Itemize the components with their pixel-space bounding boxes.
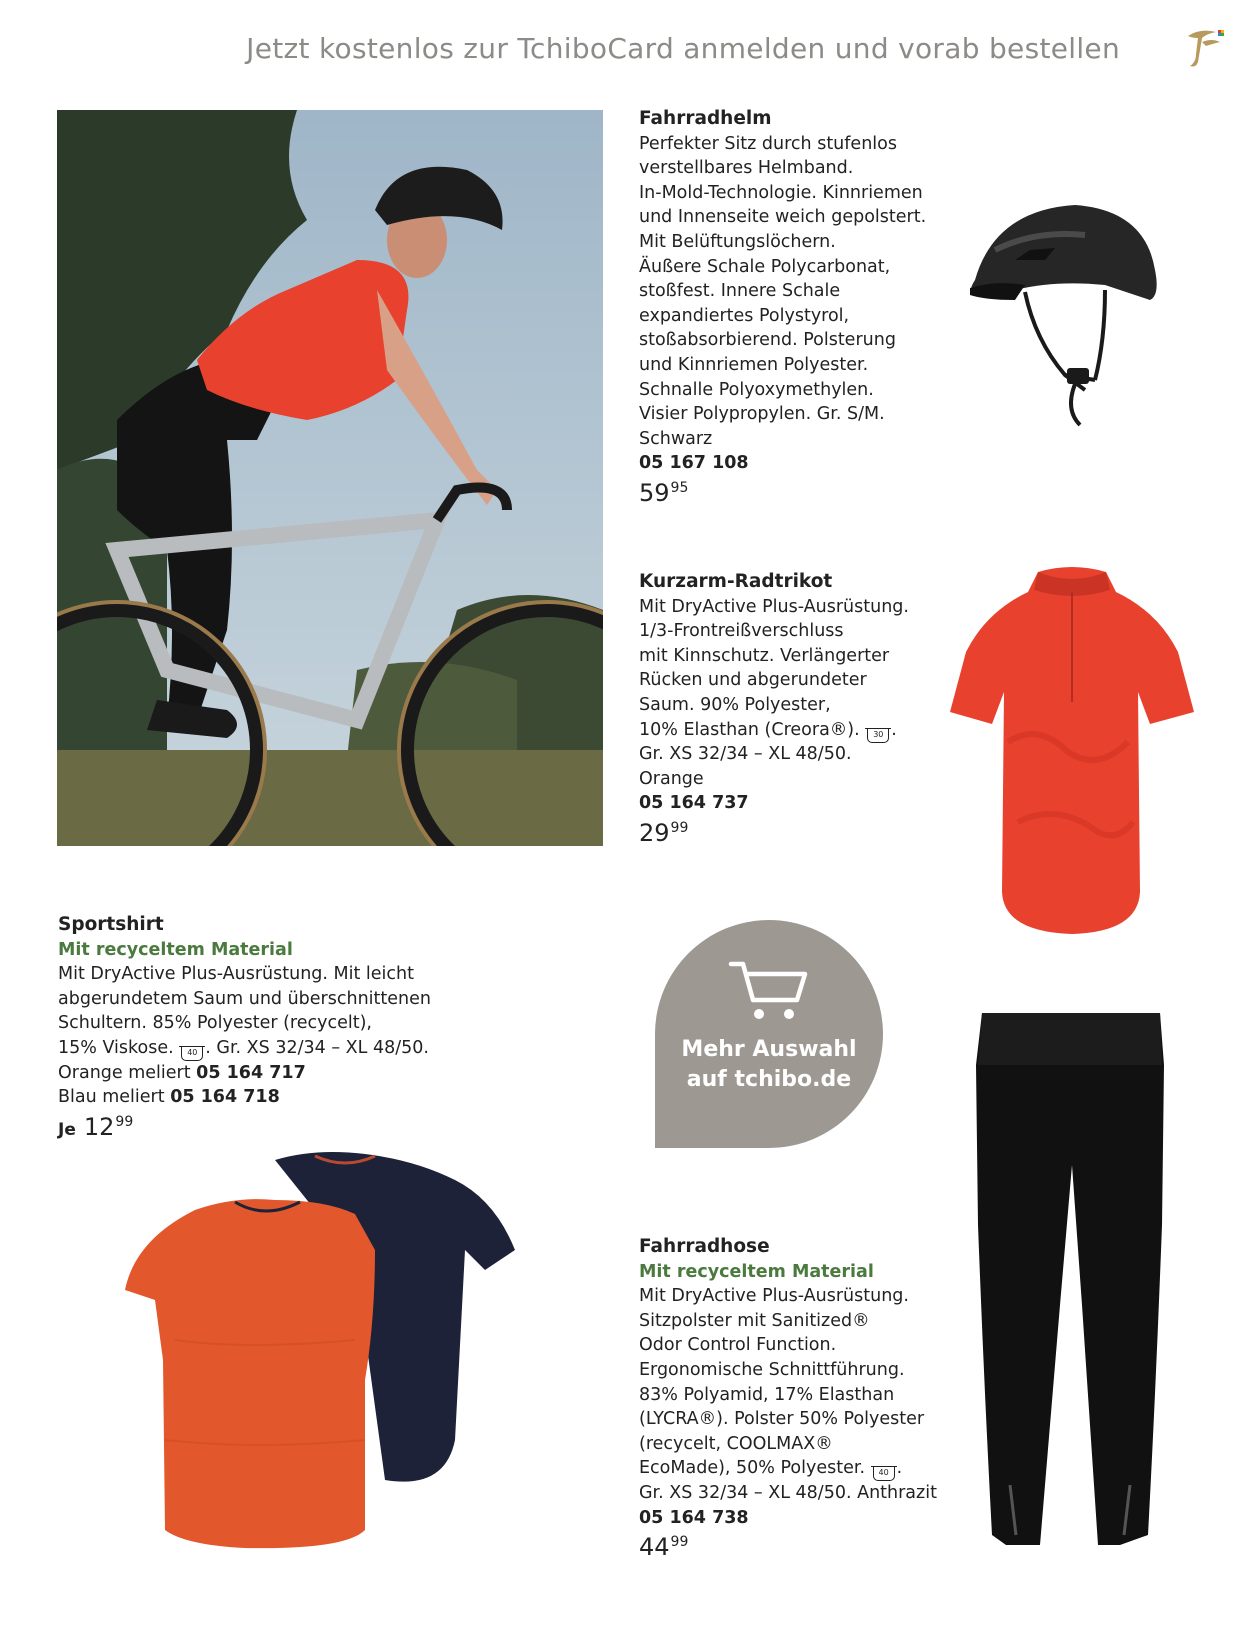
text-line: abgerundetem Saum und überschnittenen: [58, 988, 431, 1009]
text-line: 15% Viskose. 40 . Gr. XS 32/34 – XL 48/50.: [58, 1036, 438, 1061]
text-line: Orange: [639, 768, 704, 789]
jersey-description: [639, 570, 939, 846]
helmet-article-number: 05 167 108: [639, 453, 749, 474]
text-line: Orange meliert 05 164 717: [58, 1062, 306, 1083]
text-line: Mit DryActive Plus-Ausrüstung.: [639, 596, 909, 617]
jersey-title: Kurzarm-Radtrikot: [639, 571, 833, 592]
sportshirt-title: Sportshirt: [58, 914, 164, 935]
text-line: Odor Control Function.: [639, 1335, 837, 1356]
pants-product-image: [970, 1005, 1170, 1565]
text-line: 1/3-Frontreißverschluss: [639, 621, 844, 642]
sportshirt-price: Je $12^{99}$: [58, 1112, 134, 1141]
text-line: stoßabsorbierend. Polsterung: [639, 330, 896, 351]
pants-title: Fahrradhose: [639, 1236, 770, 1257]
text-line: Rücken und abgerundeter: [639, 670, 867, 691]
text-line: EcoMade), 50% Polyester. 40 .: [639, 1456, 979, 1481]
more-selection-text[interactable]: Mehr Auswahl auf tchibo.de: [681, 1037, 857, 1092]
pants-article-number: 05 164 738: [639, 1507, 749, 1528]
jersey-article-number: 05 164 737: [639, 793, 749, 814]
text-line: und Innenseite weich gepolstert.: [639, 207, 927, 228]
text-line: stoßfest. Innere Schale: [639, 281, 841, 302]
text-line: Sitzpolster mit Sanitized®: [639, 1310, 870, 1331]
text-line: Mit DryActive Plus-Ausrüstung.: [639, 1286, 909, 1307]
sportshirt-tagline: Mit recyceltem Material: [58, 939, 293, 960]
wash-icon: 30: [867, 728, 889, 743]
wash-icon: 40: [873, 1466, 895, 1481]
text-line: In-Mold-Technologie. Kinnriemen: [639, 182, 923, 203]
text-line: Schultern. 85% Polyester (recycelt),: [58, 1013, 372, 1034]
wash-icon: 40: [181, 1046, 203, 1061]
tchibo-logo-icon: [1182, 22, 1226, 70]
text-line: Gr. XS 32/34 – XL 48/50.: [639, 744, 852, 765]
more-selection-bubble[interactable]: [655, 920, 883, 1148]
text-line: 83% Polyamid, 17% Elasthan: [639, 1384, 895, 1405]
text-line: Mit Belüftungslöchern.: [639, 231, 836, 252]
text-line: Ergonomische Schnittführung.: [639, 1359, 905, 1380]
helmet-title: Fahrradhelm: [639, 108, 772, 129]
text-line: (LYCRA®). Polster 50% Polyester: [639, 1409, 925, 1430]
helmet-price: $59^{95}$: [639, 478, 689, 507]
text-line: Saum. 90% Polyester,: [639, 694, 831, 715]
pants-tagline: Mit recyceltem Material: [639, 1261, 874, 1282]
pants-price: $44^{99}$: [639, 1533, 689, 1562]
text-line: Schnalle Polyoxymethylen.: [639, 379, 874, 400]
text-line: Visier Polypropylen. Gr. S/M.: [639, 404, 885, 425]
text-line: 10% Elasthan (Creora®). 30 .: [639, 718, 939, 743]
text-line: (recycelt, COOLMAX®: [639, 1433, 833, 1454]
pants-description: [639, 1235, 979, 1560]
helmet-description: [639, 107, 939, 506]
sportshirts-product-image: [125, 1140, 520, 1580]
sportshirt-description: [58, 913, 438, 1142]
jersey-price: $29^{99}$: [639, 818, 689, 847]
text-line: mit Kinnschutz. Verlängerter: [639, 645, 890, 666]
text-line: und Kinnriemen Polyester.: [639, 354, 869, 375]
hero-photo-cyclist: [57, 110, 603, 846]
text-line: Blau meliert 05 164 718: [58, 1087, 280, 1108]
jersey-product-image: [948, 562, 1196, 944]
header-banner: Jetzt kostenlos zur TchiboCard anmelden und vorab bestellen: [246, 32, 1120, 65]
cart-icon: [727, 958, 811, 1024]
text-line: Schwarz: [639, 428, 713, 449]
text-line: verstellbares Helmband.: [639, 158, 854, 179]
text-line: Gr. XS 32/34 – XL 48/50. Anthrazit: [639, 1482, 937, 1503]
text-line: Perfekter Sitz durch stufenlos: [639, 133, 897, 154]
text-line: Mit DryActive Plus-Ausrüstung. Mit leicht: [58, 964, 414, 985]
text-line: expandiertes Polystyrol,: [639, 305, 850, 326]
helmet-product-image: [955, 200, 1165, 430]
text-line: Äußere Schale Polycarbonat,: [639, 256, 891, 277]
